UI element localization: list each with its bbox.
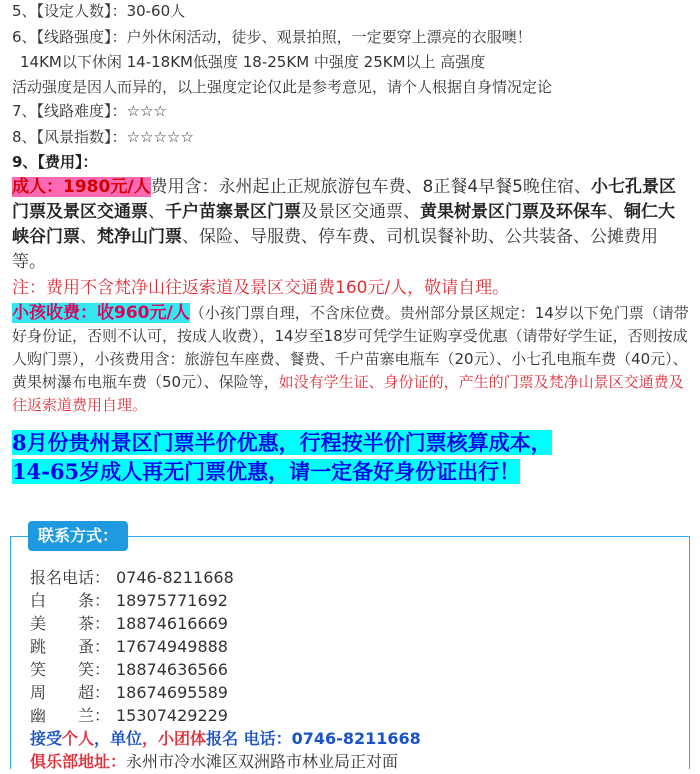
contact-label: 美 茶： xyxy=(30,614,111,633)
contact-row xyxy=(30,635,228,658)
contact-phone[interactable]: 18674695589 xyxy=(116,683,228,702)
item-label: 【风景指数】 xyxy=(36,128,112,146)
contact-phone[interactable]: 18874636566 xyxy=(116,660,228,679)
accept-phone-label: 报名 电话： xyxy=(206,729,292,748)
intensity-note: 活动强度是因人而异的，以上强度定论仅此是参考意见，请个人根据自身情况定论 xyxy=(12,78,553,96)
item-label: 【线路强度】 xyxy=(36,28,112,46)
contact-phone[interactable]: 18975771692 xyxy=(116,591,228,610)
adult-text: 费用含：永州起止正规旅游包车费、8正餐4早餐5晚住宿、 xyxy=(150,177,591,197)
adult-price-label: 成人：1980元/人 xyxy=(12,177,151,197)
item-number: 9、 xyxy=(12,153,38,171)
adult-text: 及景区交通票 xyxy=(301,202,403,222)
accept-phone[interactable]: 0746-8211668 xyxy=(291,729,421,748)
contact-phone[interactable]: 18874616669 xyxy=(116,614,228,633)
adult-text: 、保险、导服费、停车费、司机误餐补助、公共装备、公摊费用等。 xyxy=(12,227,658,272)
sep: 、 xyxy=(403,202,420,222)
sep: 、 xyxy=(607,202,624,222)
item-label: 【线路难度】 xyxy=(36,102,112,120)
contact-label: 幽 兰： xyxy=(30,706,111,725)
adult-item-huangguoshu: 黄果树景区门票及环保车 xyxy=(420,202,607,222)
adult-item-tongren: 铜仁大峡谷门票 xyxy=(12,202,675,247)
contact-title: 联系方式： xyxy=(28,521,128,551)
contact-label: 周 超： xyxy=(30,683,111,702)
child-red-note: 如没有学生证、身份证的，产生的门票及梵净山景区交通费及往返索道费用自理。 xyxy=(12,373,684,414)
contact-row xyxy=(30,704,228,727)
child-price-label: 小孩收费：收960元/人 xyxy=(12,303,190,323)
contact-row xyxy=(30,681,228,704)
contact-label: 笑 笑： xyxy=(30,660,111,679)
sep: 、 xyxy=(148,202,165,222)
accept-text: 接受 xyxy=(30,729,63,748)
contact-label: 报名电话： xyxy=(30,568,111,587)
accept-group: ，小团体 xyxy=(142,729,207,748)
contact-label: 白 条： xyxy=(30,591,111,610)
item-number: 5、 xyxy=(12,2,37,20)
address-label: 俱乐部地址： xyxy=(30,752,127,771)
item-number: 8、 xyxy=(12,128,37,146)
intensity-levels: 14KM以下休闲 14-18KM低强度 18-25KM 中强度 25KM以上 高强度 xyxy=(20,53,486,71)
adult-pricing xyxy=(12,175,690,275)
item-label: 【费用】： xyxy=(37,153,98,171)
item-8 xyxy=(12,126,194,149)
fee-note: 注：费用不含梵净山往返索道及景区交通费160元/人，敬请自理。 xyxy=(12,278,510,298)
contact-phone[interactable]: 15307429229 xyxy=(116,706,228,725)
ticket-discount-banner xyxy=(12,428,612,486)
accept-individual: 个人 xyxy=(62,729,95,748)
contact-row xyxy=(30,589,228,612)
contact-row xyxy=(30,566,234,589)
sep: 、 xyxy=(80,227,97,247)
item-number: 7、 xyxy=(12,102,37,120)
contact-label: 跳 蚤： xyxy=(30,637,111,656)
item-5 xyxy=(12,0,185,23)
club-address-line xyxy=(30,750,398,773)
contact-phone[interactable]: 0746-8211668 xyxy=(116,568,234,587)
child-text: （小孩门票自理，不含床位费。贵州部分景区规定：14岁以下免门票（请带好身份证，否则不认可，按成人收费），14岁至18岁可凭学生证购享受优惠（请带好学生证，否则按成人购门票），小孩费用含：旅游包车座费、餐费、千户苗寨电瓶车（20元）、小七孔电瓶车费（40元）、黄果树瀑布电瓶车费（50元）、保险等， xyxy=(12,304,689,391)
item-7 xyxy=(12,100,167,123)
contact-phone[interactable]: 17674949888 xyxy=(116,637,228,656)
item-6 xyxy=(12,26,532,49)
adult-item-miaozhai: 千户苗寨景区门票 xyxy=(165,202,301,222)
adult-item-fanjingshan: 梵净山门票 xyxy=(97,227,182,247)
banner-line-1: 8月份贵州景区门票半价优惠，行程按半价门票核算成本， xyxy=(12,430,552,455)
difficulty-stars: ：☆☆☆ xyxy=(111,102,167,120)
adult-item-xiaoqikong: 小七孔景区门票及景区交通票 xyxy=(12,177,676,222)
item-9 xyxy=(12,151,97,174)
item-label: 【设定人数】 xyxy=(36,2,112,20)
item-number: 6、 xyxy=(12,28,37,46)
accept-signup-line xyxy=(30,727,421,750)
banner-line-2: 14-65岁成人再无门票优惠，请一定备好身份证出行！ xyxy=(12,459,521,484)
item-value: ：户外休闲活动，徒步、观景拍照，一定要穿上漂亮的衣服噢！ xyxy=(111,28,532,46)
contact-row xyxy=(30,612,228,635)
contact-row xyxy=(30,658,228,681)
accept-unit: ，单位 xyxy=(94,729,143,748)
address-value: 永州市冷水滩区双洲路市林业局正对面 xyxy=(126,752,399,771)
scenery-stars: ：☆☆☆☆☆ xyxy=(111,128,194,146)
child-pricing xyxy=(12,302,690,417)
item-value: ：30-60人 xyxy=(111,2,186,20)
